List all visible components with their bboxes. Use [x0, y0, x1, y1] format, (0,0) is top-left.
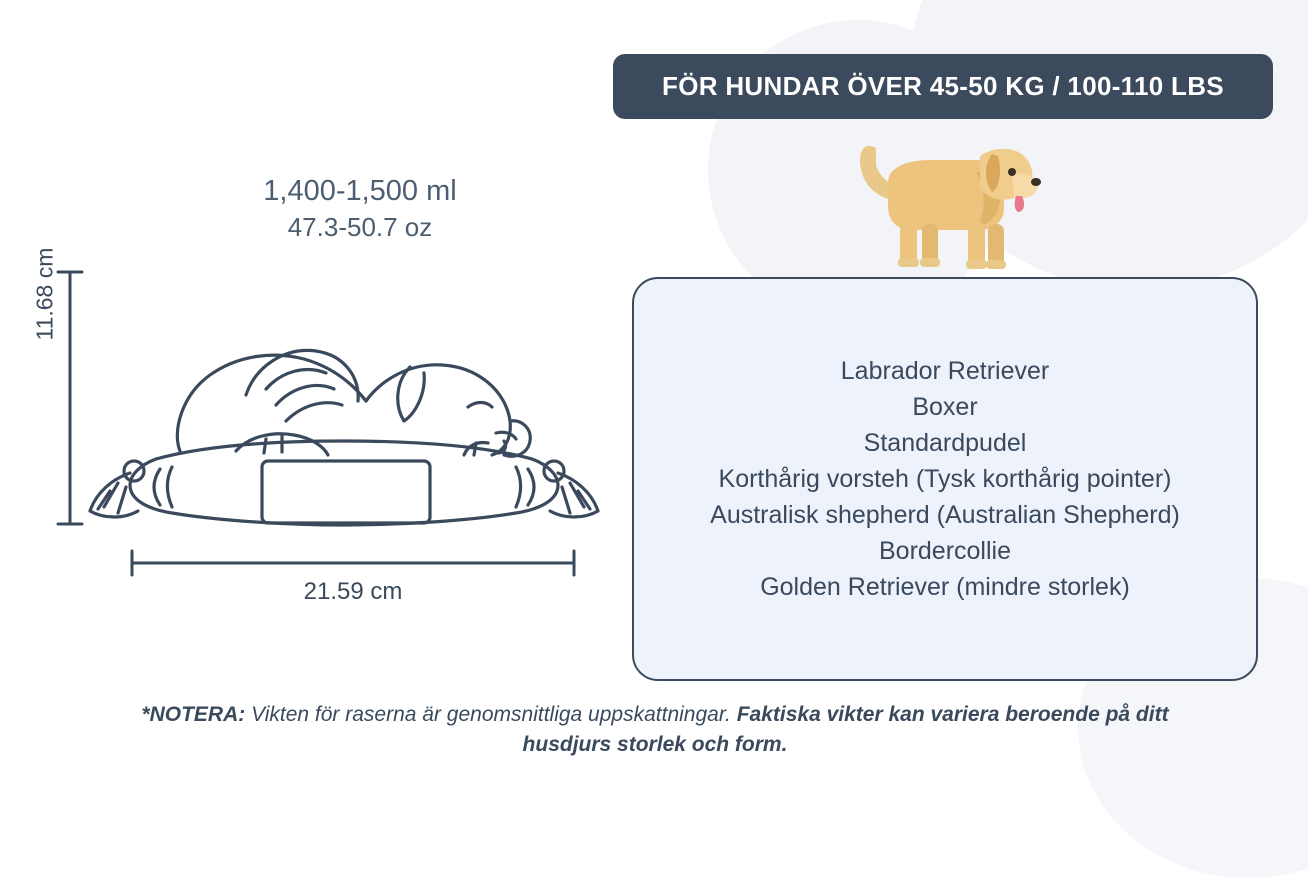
breed-item: Korthårig vorsteh (Tysk korthårig pointer) — [718, 465, 1172, 493]
breed-item: Bordercollie — [878, 537, 1011, 565]
footnote-body: Vikten för raserna är genomsnittliga uppskattningar. — [245, 703, 737, 726]
height-dimension-label: 11.68 cm — [31, 247, 58, 341]
golden-retriever-dog-icon — [852, 112, 1042, 277]
volume-oz-label: 47.3-50.7 oz — [287, 212, 433, 242]
header-title: FÖR HUNDAR ÖVER 45-50 KG / 100-110 LBS — [662, 71, 1224, 101]
width-dimension-label: 21.59 cm — [303, 578, 403, 605]
footnote-emphasis: Faktiska vikter kan variera beroende på ditt husdjurs storlek och form. — [522, 703, 1169, 756]
volume-ml-label: 1,400-1,500 ml — [263, 175, 457, 207]
breed-item: Golden Retriever (mindre storlek) — [760, 573, 1130, 601]
breed-item: Standardpudel — [863, 429, 1027, 457]
breed-item: Boxer — [912, 393, 978, 421]
header-banner — [613, 54, 1273, 119]
breed-item: Labrador Retriever — [840, 357, 1050, 385]
volume-labels — [160, 172, 560, 244]
footnote-prefix: *NOTERA: — [141, 703, 246, 726]
footnote — [140, 700, 1170, 760]
width-dimension-line — [128, 548, 578, 578]
breeds-panel — [632, 277, 1258, 681]
sleeping-dog-on-pillow-icon — [60, 255, 630, 555]
breed-item: Australisk shepherd (Australian Shepherd) — [710, 501, 1180, 529]
